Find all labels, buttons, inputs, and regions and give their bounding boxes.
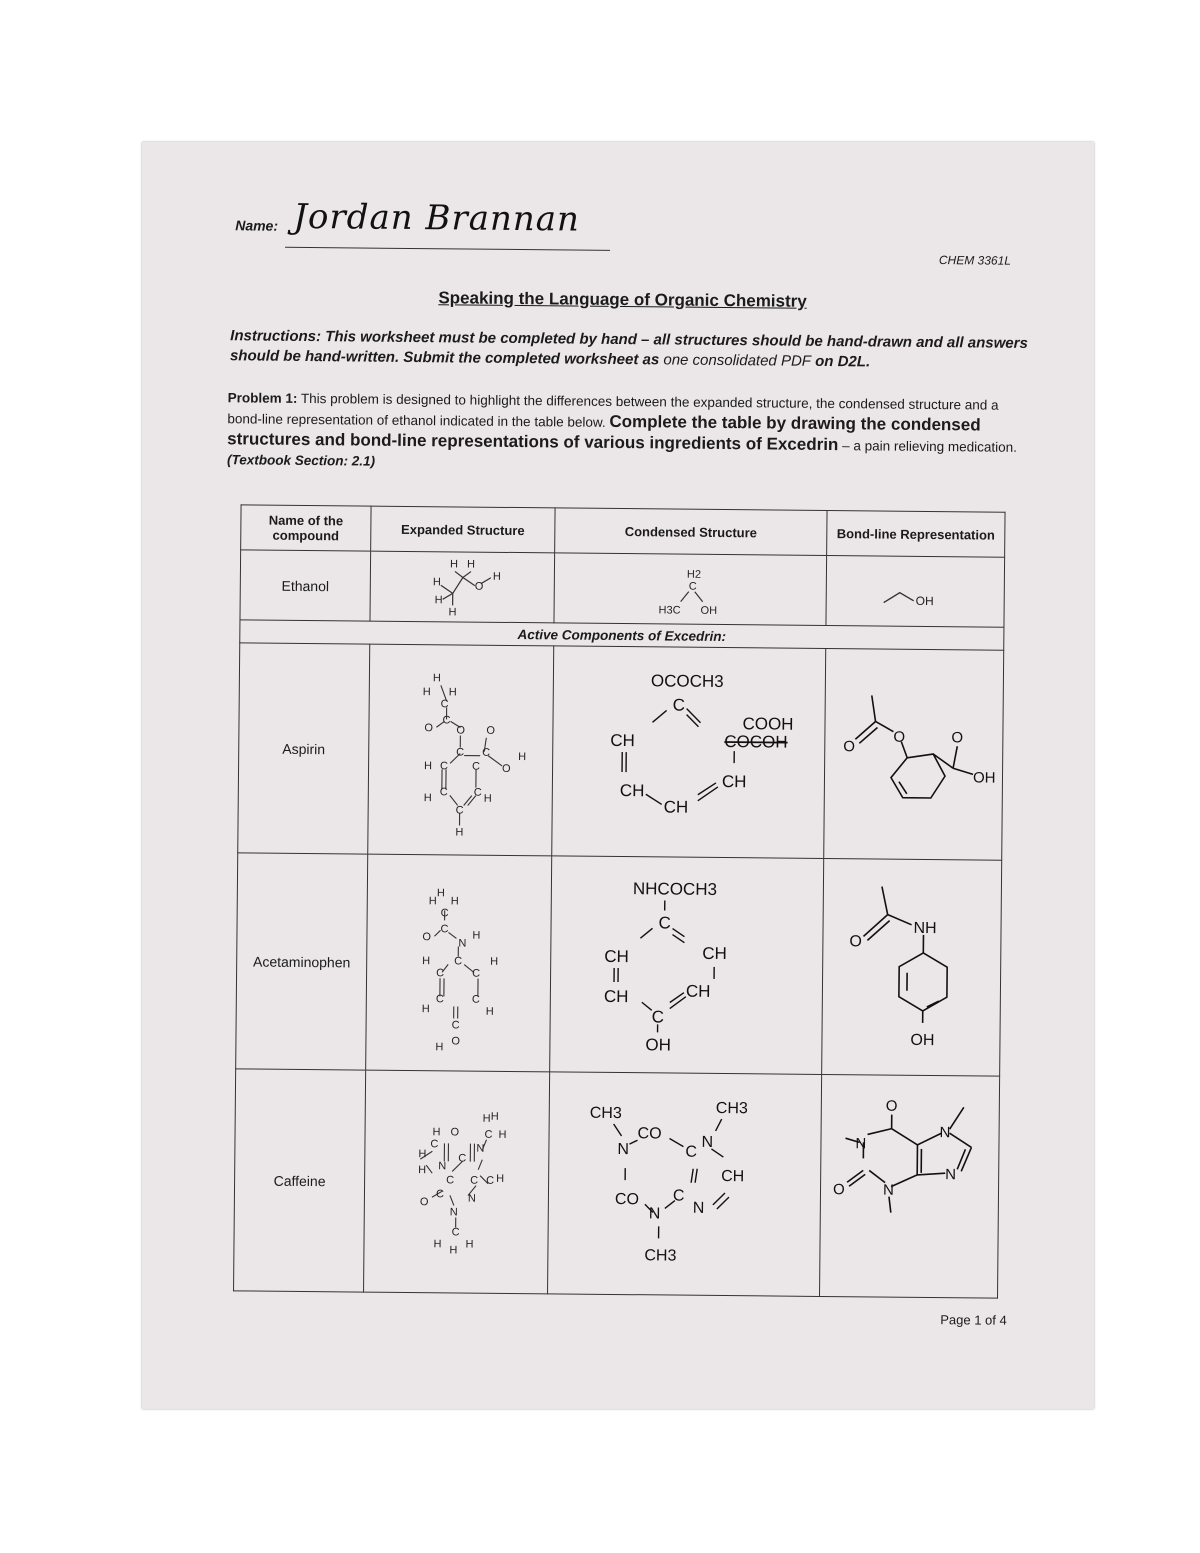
svg-text:H: H <box>432 575 441 588</box>
svg-text:H: H <box>421 954 430 967</box>
name-label: Name: <box>235 217 279 234</box>
svg-text:C: C <box>451 1018 460 1031</box>
section-label: Active Components of Excedrin: <box>240 620 1004 650</box>
svg-text:O: O <box>419 1195 429 1208</box>
svg-text:C: C <box>445 1173 454 1186</box>
page-content <box>142 142 1094 1409</box>
acet-c-top: C <box>658 912 671 933</box>
svg-text:C: C <box>481 746 490 759</box>
svg-text:H: H <box>423 759 432 772</box>
compound-name: Ethanol <box>240 550 371 621</box>
svg-text:C: C <box>429 1137 438 1150</box>
svg-text:H: H <box>434 1040 443 1053</box>
table-row <box>238 643 1004 860</box>
aspirin-bl-o1: O <box>842 737 855 755</box>
table-row <box>240 550 1005 627</box>
worksheet-page <box>142 142 1094 1409</box>
caffeine-bondline <box>820 1074 1000 1298</box>
svg-text:H: H <box>428 894 437 907</box>
acet-ch-4: CH <box>685 981 711 1001</box>
svg-text:O: O <box>450 1034 460 1047</box>
svg-text:C: C <box>435 992 444 1005</box>
instructions-pdf: one consolidated PDF <box>663 351 812 370</box>
svg-text:H: H <box>471 929 480 942</box>
caffeine-expanded-structure <box>364 1070 550 1294</box>
compound-name: Aspirin <box>238 643 370 854</box>
caffeine-bl-n1: N <box>854 1134 866 1152</box>
svg-text:H: H <box>485 1005 494 1018</box>
svg-text:O: O <box>485 724 495 737</box>
caffeine-c: C <box>684 1143 697 1161</box>
svg-text:C: C <box>439 922 449 935</box>
caffeine-bl-n3: N <box>882 1181 894 1199</box>
compound-name: Acetaminophen <box>236 853 368 1070</box>
svg-text:H: H <box>495 1172 504 1185</box>
svg-text:H: H <box>450 894 459 907</box>
aspirin-ch-4: CH <box>721 771 747 791</box>
svg-text:C: C <box>455 745 464 759</box>
caffeine-co-1: CO <box>636 1124 662 1142</box>
svg-text:O: O <box>501 762 511 775</box>
svg-text:H: H <box>448 605 457 618</box>
caffeine-c2: C <box>672 1187 685 1205</box>
problem-1 <box>227 388 1034 478</box>
svg-text:C: C <box>453 954 462 968</box>
aspirin-bl-o3: O <box>950 728 963 746</box>
svg-text:H: H <box>454 825 463 839</box>
acet-bl-oh: OH <box>909 1031 935 1049</box>
aspirin-crossed-out: COCOH <box>723 731 788 752</box>
svg-text:O: O <box>455 723 465 737</box>
problem-label: Problem 1: <box>227 390 298 406</box>
aspirin-ch-1: CH <box>609 730 635 750</box>
caffeine-n4: N <box>648 1204 660 1222</box>
ethanol-c-h2: H2 <box>686 568 701 581</box>
acetaminophen-expanded-structure <box>366 854 552 1072</box>
svg-text:H: H <box>490 1110 499 1123</box>
svg-text:H: H <box>448 1243 457 1256</box>
svg-text:C: C <box>471 967 480 980</box>
svg-text:N: N <box>449 1205 458 1218</box>
aspirin-cooh: COOH <box>741 713 794 734</box>
acet-ch-1: CH <box>603 946 629 966</box>
svg-text:H: H <box>497 1128 507 1141</box>
caffeine-ch: CH <box>720 1167 744 1185</box>
svg-text:H: H <box>466 558 475 571</box>
svg-text:H: H <box>482 1112 491 1125</box>
svg-text:C: C <box>473 786 482 799</box>
svg-text:N: N <box>457 936 466 950</box>
course-code: CHEM 3361L <box>938 253 1012 268</box>
svg-text:H: H <box>517 750 526 763</box>
svg-text:C: C <box>440 697 449 710</box>
svg-text:O: O <box>423 721 433 734</box>
header-expanded: Expanded Structure <box>371 506 555 553</box>
svg-text:H: H <box>434 593 443 606</box>
ethanol-condensed-structure <box>554 553 827 626</box>
caffeine-ch3-1: CH3 <box>589 1104 622 1122</box>
aspirin-ococh3: OCOCH3 <box>650 670 724 691</box>
aspirin-ch-2: CH <box>619 780 645 800</box>
instructions <box>230 326 1030 374</box>
svg-text:C: C <box>441 713 451 726</box>
caffeine-bl-n4: N <box>944 1165 956 1183</box>
svg-text:C: C <box>439 785 448 798</box>
acet-bl-nh: NH <box>912 919 937 937</box>
ethanol-ch3: H3C <box>658 603 681 617</box>
svg-text:C: C <box>451 1225 460 1238</box>
instructions-text: Instructions: This worksheet must be completed by hand – all structures should be hand-drawn and all answers should be hand-written. Submit the completed worksheet as <box>229 327 1028 369</box>
ethanol-bondline-oh: OH <box>915 593 934 608</box>
acet-nhcoch3: NHCOCH3 <box>632 878 717 899</box>
page-number: Page 1 of 4 <box>940 1312 1007 1328</box>
svg-text:C: C <box>435 1187 444 1200</box>
acet-c-bottom: C <box>651 1006 664 1026</box>
acet-oh: OH <box>644 1034 671 1055</box>
svg-text:H: H <box>417 1163 426 1176</box>
instructions-end: on D2L. <box>815 352 871 371</box>
acet-ch-3: CH <box>603 986 629 1006</box>
handwritten-name: Jordan Brannan <box>293 196 581 240</box>
svg-text:O: O <box>474 580 483 593</box>
svg-text:C: C <box>435 966 444 979</box>
svg-text:C: C <box>471 993 480 1006</box>
caffeine-bl-n2: N <box>939 1123 951 1141</box>
aspirin-bl-o2: O <box>892 728 905 746</box>
aspirin-ch-3: CH <box>663 796 688 817</box>
ethanol-c: C <box>688 580 697 593</box>
worksheet-title: Speaking the Language of Organic Chemistry <box>438 288 807 311</box>
caffeine-ch3-3: CH3 <box>643 1246 676 1265</box>
svg-text:H: H <box>489 955 498 968</box>
problem-tail: – a pain relieving medication. <box>842 438 1018 455</box>
structures-table <box>233 504 1006 1298</box>
aspirin-expanded-structure <box>368 644 554 856</box>
ethanol-bondline <box>826 555 1005 627</box>
problem-text: This problem is designed to highlight the differences between the expanded structure, the condensed structure and a bond-line representation of ethanol indicated in the table below. <box>227 390 999 430</box>
table-row <box>234 1069 1000 1298</box>
svg-text:N: N <box>467 1192 476 1205</box>
svg-text:C: C <box>485 1174 494 1187</box>
caffeine-n3: N <box>692 1199 704 1217</box>
svg-text:H: H <box>417 1147 426 1160</box>
svg-text:H: H <box>492 570 501 583</box>
svg-text:O: O <box>421 930 431 943</box>
svg-text:H: H <box>436 886 445 899</box>
acetaminophen-condensed-structure <box>550 856 824 1075</box>
svg-text:C: C <box>457 1151 466 1165</box>
svg-text:C: C <box>440 906 449 919</box>
caffeine-ch3-2: CH3 <box>715 1099 748 1117</box>
svg-text:N: N <box>475 1142 484 1155</box>
svg-text:H: H <box>432 671 441 684</box>
svg-text:C: C <box>471 760 480 773</box>
aspirin-bondline <box>824 648 1004 860</box>
header-name: Name of the compound <box>241 505 371 551</box>
name-underline <box>285 247 610 251</box>
acetaminophen-bondline <box>822 858 1002 1076</box>
svg-text:H: H <box>449 557 458 570</box>
svg-text:O: O <box>450 1125 459 1138</box>
svg-text:N: N <box>437 1159 446 1172</box>
ethanol-oh: OH <box>700 604 717 617</box>
table-row <box>236 853 1002 1076</box>
header-condensed: Condensed Structure <box>555 508 827 556</box>
aspirin-c: C <box>672 695 685 715</box>
svg-text:C: C <box>469 1174 478 1187</box>
compound-name: Caffeine <box>234 1069 366 1292</box>
caffeine-n1: N <box>616 1140 629 1158</box>
svg-text:H: H <box>448 685 457 698</box>
table-header-row <box>241 505 1005 557</box>
header-bondline: Bond-line Representation <box>827 510 1005 557</box>
svg-text:H: H <box>483 792 492 805</box>
svg-text:C: C <box>483 1128 493 1141</box>
svg-text:H: H <box>432 1125 441 1138</box>
caffeine-bl-o1: O <box>885 1097 898 1115</box>
svg-text:H: H <box>432 1237 442 1250</box>
caffeine-condensed-structure <box>548 1072 822 1297</box>
problem-reference: (Textbook Section: 2.1) <box>226 452 376 469</box>
aspirin-bl-oh: OH <box>972 768 996 787</box>
svg-text:H: H <box>464 1238 474 1251</box>
caffeine-n2: N <box>700 1133 713 1151</box>
svg-text:C: C <box>439 759 448 772</box>
svg-text:C: C <box>455 803 464 817</box>
acet-ch-2: CH <box>701 943 727 963</box>
caffeine-bl-o2: O <box>832 1180 845 1198</box>
aspirin-condensed-structure <box>552 646 826 859</box>
svg-text:H: H <box>421 1002 430 1015</box>
problem-emphasis: Complete the table by drawing the condensed structures and bond-line representations of various ingredients of Excedrin <box>227 411 981 455</box>
svg-text:H: H <box>422 685 431 698</box>
caffeine-co-2: CO <box>614 1190 639 1208</box>
ethanol-expanded-structure <box>370 551 555 623</box>
svg-text:H: H <box>423 791 432 804</box>
acet-bl-o: O <box>848 932 862 950</box>
